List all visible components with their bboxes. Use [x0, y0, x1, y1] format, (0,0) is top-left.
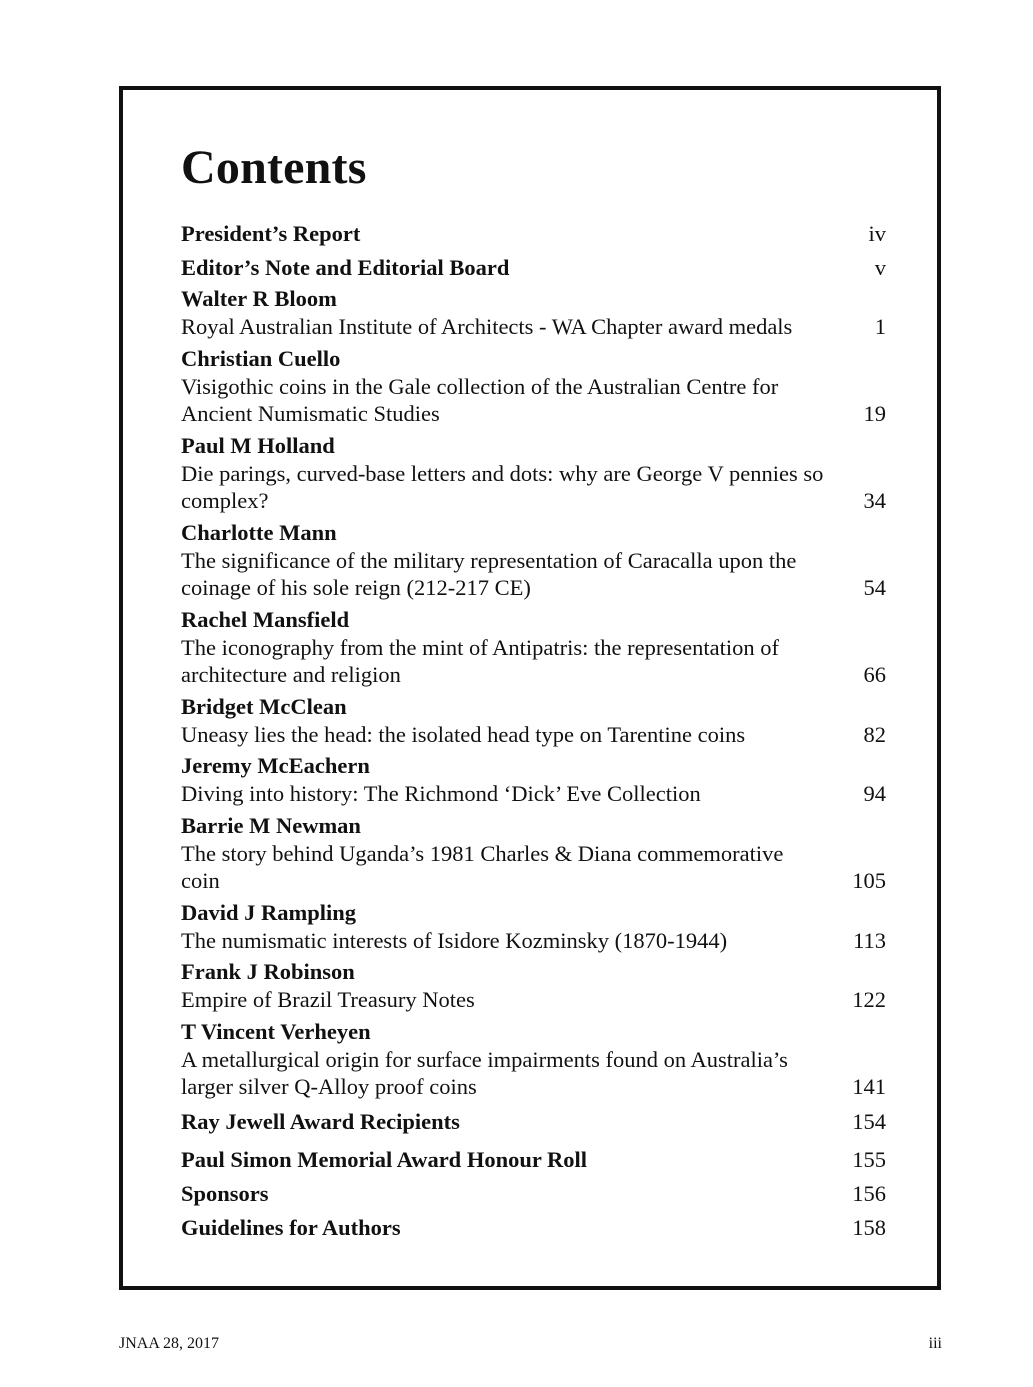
- page-title: Contents: [181, 141, 367, 194]
- toc-entry-sponsors[interactable]: [181, 1177, 886, 1211]
- page-number: iv: [868, 221, 886, 246]
- toc-entry-presidents-report[interactable]: [181, 217, 886, 251]
- article-title: A metallurgical origin for surface impairments found on Australia’s larger silver Q-Alloy proof coins: [181, 1046, 788, 1099]
- page-number: 113: [853, 927, 886, 953]
- toc-entry-guidelines[interactable]: [181, 1211, 886, 1245]
- toc-entry-article[interactable]: [181, 752, 886, 808]
- table-of-contents: [181, 217, 886, 1245]
- article-title: Royal Australian Institute of Architects - WA Chapter award medals: [181, 314, 793, 339]
- article-title: Uneasy lies the head: the isolated head type on Tarentine coins: [181, 721, 746, 747]
- author-name: David J Rampling: [181, 899, 357, 925]
- article-title: Empire of Brazil Treasury Notes: [181, 987, 475, 1012]
- author-name: Paul M Holland: [181, 432, 335, 458]
- article-title: Die parings, curved-base letters and dots: why are George V pennies so complex?: [181, 460, 824, 513]
- page-number: 122: [852, 987, 886, 1012]
- toc-entry-article[interactable]: [181, 1018, 886, 1101]
- toc-entry-article[interactable]: [181, 606, 886, 689]
- article-title: Diving into history: The Richmond ‘Dick’ Eve Collection: [181, 781, 701, 806]
- toc-entry-ray-jewell-award[interactable]: [181, 1105, 886, 1139]
- page-number: v: [874, 255, 886, 280]
- page-number: 54: [863, 575, 886, 600]
- author-name: Rachel Mansfield: [181, 606, 350, 632]
- toc-entry-article[interactable]: [181, 958, 886, 1014]
- page-number: 154: [852, 1108, 886, 1134]
- page-number: 19: [863, 401, 886, 426]
- author-name: Christian Cuello: [181, 345, 341, 371]
- page-number: 94: [863, 781, 886, 806]
- article-title: The numismatic interests of Isidore Kozminsky (1870-1944): [181, 927, 728, 953]
- page-number: 105: [852, 868, 886, 893]
- page-number: 156: [852, 1180, 886, 1206]
- toc-entry-paul-simon-award[interactable]: [181, 1143, 886, 1177]
- toc-entry-article[interactable]: [181, 812, 886, 895]
- article-title: The iconography from the mint of Antipatris: the representation of architecture and religion: [181, 634, 779, 687]
- section-title: Ray Jewell Award Recipients: [181, 1108, 460, 1134]
- section-title: Guidelines for Authors: [181, 1214, 401, 1240]
- section-title: Editor’s Note and Editorial Board: [181, 255, 510, 280]
- toc-entry-article[interactable]: [181, 345, 886, 428]
- page-number: 66: [863, 662, 886, 687]
- toc-entry-editors-note[interactable]: [181, 251, 886, 285]
- section-title: Sponsors: [181, 1180, 269, 1206]
- page-folio: iii: [928, 1335, 942, 1352]
- page-number: 155: [852, 1146, 886, 1172]
- author-name: Barrie M Newman: [181, 812, 361, 838]
- toc-entry-article[interactable]: [181, 432, 886, 515]
- toc-entry-article[interactable]: [181, 519, 886, 602]
- author-name: Charlotte Mann: [181, 519, 337, 545]
- author-name: Jeremy McEachern: [181, 753, 370, 778]
- article-title: The significance of the military representation of Caracalla upon the coinage of his sole reign (212-217 CE): [181, 547, 797, 600]
- page-number: 1: [874, 314, 886, 339]
- page-number: 34: [863, 488, 886, 513]
- section-title: President’s Report: [181, 221, 361, 246]
- article-title: The story behind Uganda’s 1981 Charles & Diana commemorative coin: [181, 840, 784, 893]
- section-title: Paul Simon Memorial Award Honour Roll: [181, 1146, 588, 1172]
- article-title: Visigothic coins in the Gale collection of the Australian Centre for Ancient Numismatic Studies: [181, 373, 779, 426]
- page-number: 141: [852, 1074, 886, 1099]
- toc-entry-article[interactable]: [181, 899, 886, 955]
- toc-entry-article[interactable]: [181, 285, 886, 341]
- author-name: Bridget McClean: [181, 693, 347, 719]
- author-name: Frank J Robinson: [181, 959, 355, 984]
- page-number: 82: [863, 721, 886, 747]
- page-number: 158: [852, 1214, 886, 1240]
- author-name: T Vincent Verheyen: [181, 1018, 371, 1044]
- toc-entry-article[interactable]: [181, 693, 886, 749]
- author-name: Walter R Bloom: [181, 286, 337, 311]
- journal-citation: JNAA 28, 2017: [119, 1335, 220, 1352]
